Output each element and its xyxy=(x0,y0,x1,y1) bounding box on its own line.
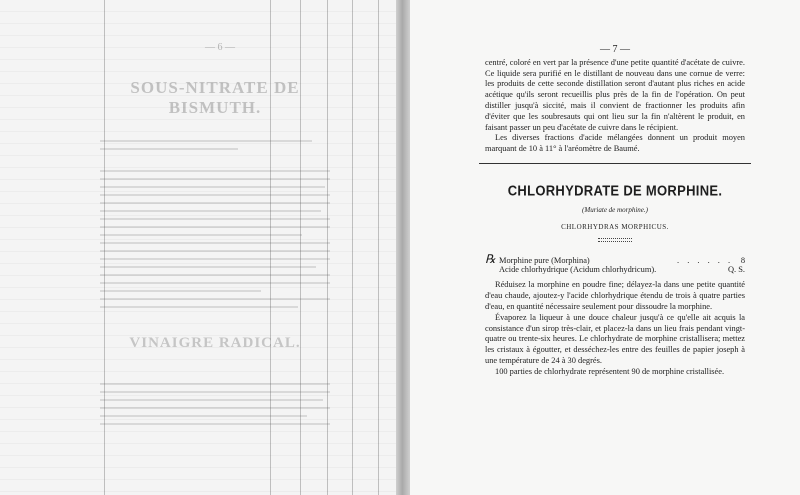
left-heading-vinaigre: VINAIGRE RADICAL. xyxy=(129,335,301,351)
recipe-icon: ℞ xyxy=(485,252,496,267)
left-heading-bismuth: SOUS-NITRATE DE BISMUTH. xyxy=(130,78,300,117)
body-paragraph: 100 parties de chlorhydrate représentent 90 de morphine cristallisée. xyxy=(495,366,725,376)
left-page-number: — 6 — xyxy=(205,42,235,53)
page-number: — 7 — xyxy=(600,44,630,55)
body-paragraph: Évaporez la liqueur à une douce chaleur jusqu'à ce qu'elle ait acquis la consistance d'un sirop très-clair, et placez-la dans un lieu frais pendant vingt-quatre ou trente-six heures. Le chlorhydrate de morphine cristallisera; mettez les cristaux à égoutter, et desséchez-les entre des feuilles de papier joseph à une température de 24 à 30 degrés. xyxy=(485,312,745,365)
ingredient-row xyxy=(485,254,745,265)
book-gutter xyxy=(396,0,410,495)
ingredient-quantity: Q. S. xyxy=(728,265,745,275)
faded-text-block xyxy=(100,140,330,314)
intro-paragraph: Les diverses fractions d'acide mélangées donnent un produit moyen marquant de 10 à 11° à l'aréomètre de Baumé. xyxy=(485,133,745,154)
ingredient-list xyxy=(485,254,745,276)
section-divider xyxy=(479,163,751,164)
ledger-rule xyxy=(352,0,353,495)
section-title: CHLORHYDRATE DE MORPHINE. xyxy=(507,181,723,199)
ingredient-leader: . . . . . . xyxy=(677,256,734,266)
intro-paragraph: centré, coloré en vert par la présence d'une petite quantité d'acétate de cuivre. Ce liquide sera purifié en le distillant de nouveau dans une cornue de verre: les produits de cette seconde distillation seront d'autant plus riches en acide acétique qu'ils seront recueillis plus près de la fin de l'opération. On peut distiller jusqu'à siccité, mais il convient de fractionner les produits afin d'éviter que les soubresauts qui ont lieu sur la fin n'altèrent le produit, en faisant passer un peu d'acétate de cuivre dans le récipient. xyxy=(485,57,745,132)
body-paragraph: Réduisez la morphine en poudre fine; délayez-la dans une petite quantité d'eau chaude, ajoutez-y l'acide chlorhydrique étendu de trois à quatre parties d'eau, en quantité nécessaire seulement pour dissoudre la morphine. xyxy=(485,280,745,311)
right-page xyxy=(410,0,800,495)
synonym-label: (Muriate de morphine.) xyxy=(582,205,648,214)
faded-text-block-2 xyxy=(100,383,330,431)
ingredient-name: Acide chlorhydrique (Acidum chlorhydricum). xyxy=(499,265,657,275)
ornament-rule xyxy=(598,238,632,242)
latin-name: CHLORHYDRAS MORPHICUS. xyxy=(561,222,669,231)
ingredient-quantity: 8 xyxy=(740,256,745,266)
ledger-rule xyxy=(378,0,379,495)
right-page-content xyxy=(485,45,745,378)
ingredient-name: Morphine pure (Morphina) xyxy=(499,256,590,266)
